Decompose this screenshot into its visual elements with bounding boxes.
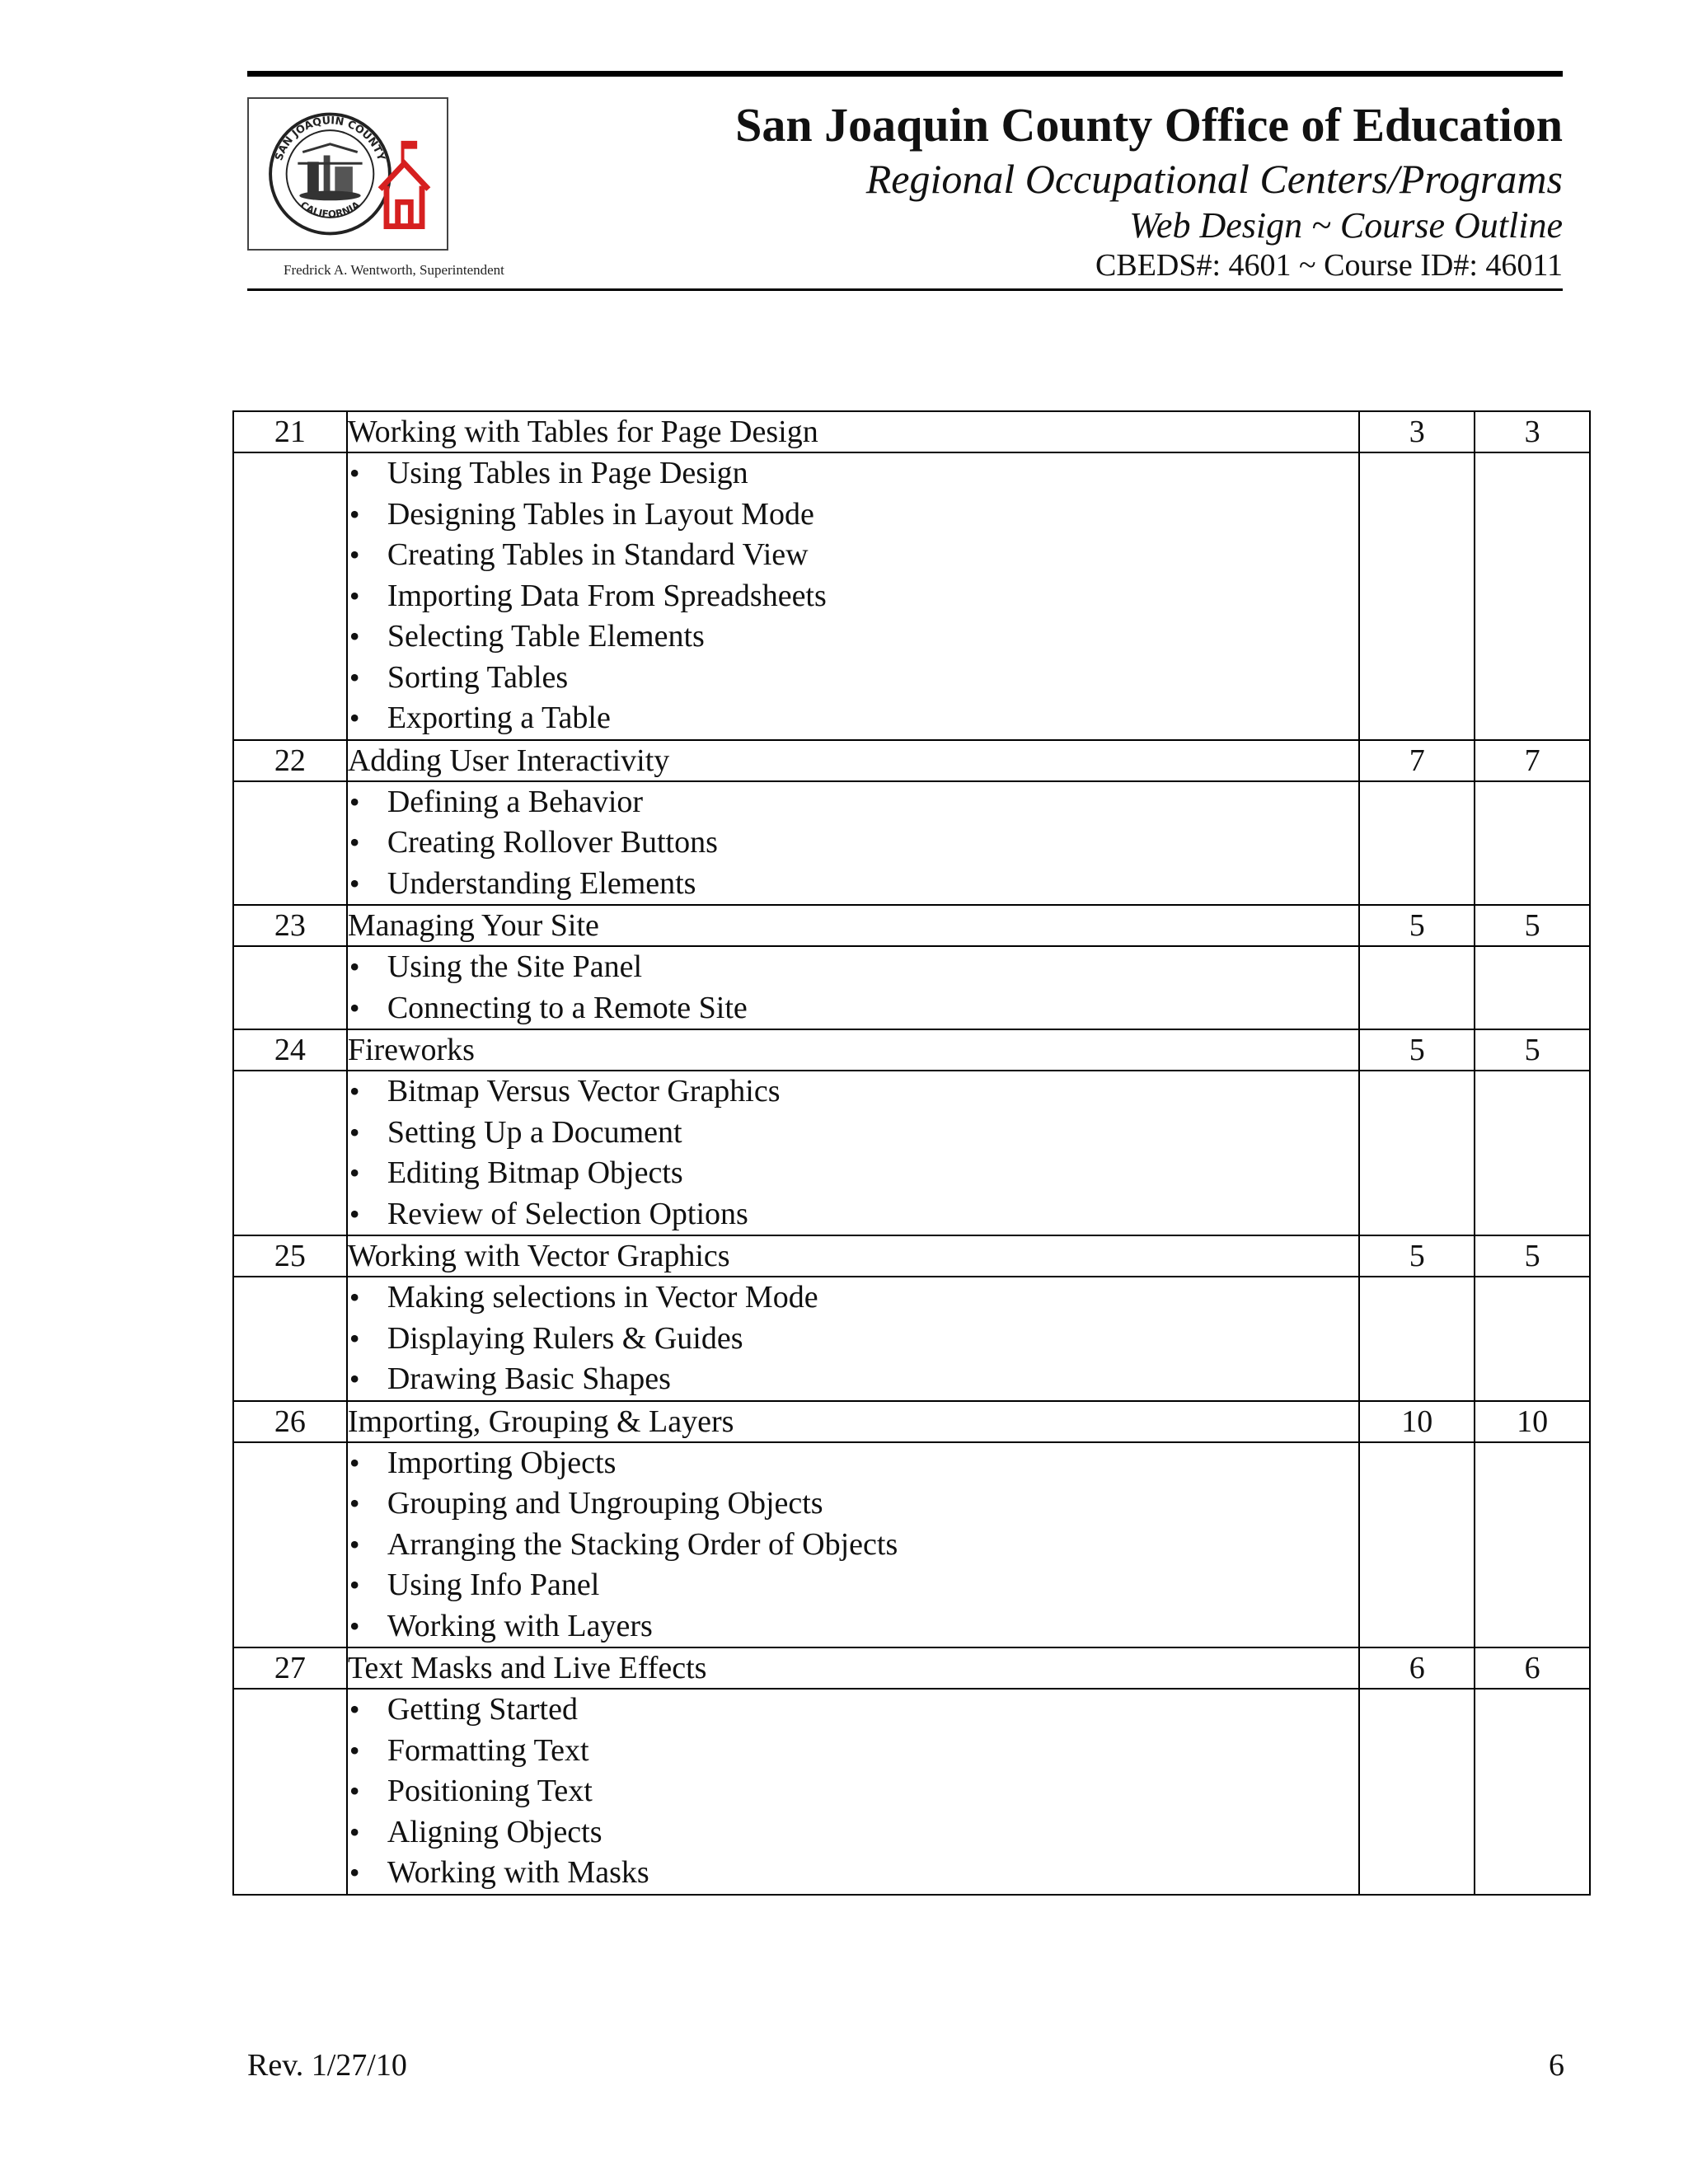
unit-subtopics-row — [233, 1689, 1590, 1895]
subtopic-item: • Creating Tables in Standard View — [348, 535, 1358, 576]
subtopic-cell — [347, 1689, 1359, 1895]
unit-hours-2: 5 — [1475, 1235, 1590, 1277]
empty-hours-cell-2 — [1475, 781, 1590, 906]
empty-hours-cell-2 — [1475, 1689, 1590, 1895]
county-seal-logo — [247, 97, 448, 251]
subtopic-item: • Positioning Text — [348, 1771, 1358, 1812]
subtopic-item: • Understanding Elements — [348, 864, 1358, 905]
subtopic-item: • Displaying Rulers & Guides — [348, 1319, 1358, 1360]
unit-number: 26 — [233, 1401, 347, 1442]
unit-hours-1: 5 — [1359, 1235, 1475, 1277]
subtopic-item: • Editing Bitmap Objects — [348, 1153, 1358, 1194]
unit-row — [233, 1029, 1590, 1071]
subtopic-item: • Formatting Text — [348, 1731, 1358, 1772]
svg-text:CALIFORNIA: CALIFORNIA — [298, 199, 363, 220]
unit-subtopics-row — [233, 1071, 1590, 1235]
empty-number-cell — [233, 1689, 347, 1895]
empty-hours-cell-2 — [1475, 1071, 1590, 1235]
program-name: Regional Occupational Centers/Programs — [865, 156, 1563, 202]
unit-title: Adding User Interactivity — [347, 740, 1359, 781]
unit-subtopics-row — [233, 452, 1590, 740]
subtopic-item: • Bitmap Versus Vector Graphics — [348, 1071, 1358, 1113]
subtopic-item: • Aligning Objects — [348, 1812, 1358, 1854]
subtopic-list — [348, 1277, 1358, 1400]
course-ids: CBEDS#: 4601 ~ Course ID#: 46011 — [1095, 248, 1563, 283]
empty-number-cell — [233, 1442, 347, 1648]
empty-hours-cell-1 — [1359, 1689, 1475, 1895]
empty-hours-cell-1 — [1359, 1071, 1475, 1235]
unit-row — [233, 740, 1590, 781]
subtopic-item: • Using Tables in Page Design — [348, 453, 1358, 494]
unit-subtopics-row — [233, 781, 1590, 906]
unit-row — [233, 1401, 1590, 1442]
subtopic-list — [348, 453, 1358, 739]
subtopic-item: • Connecting to a Remote Site — [348, 988, 1358, 1029]
subtopic-item: • Creating Rollover Buttons — [348, 823, 1358, 864]
course-outline-table — [232, 410, 1591, 1896]
subtopic-item: • Exporting a Table — [348, 698, 1358, 739]
empty-number-cell — [233, 1071, 347, 1235]
organization-name: San Joaquin County Office of Education — [735, 98, 1563, 152]
unit-hours-2: 5 — [1475, 1029, 1590, 1071]
unit-hours-2: 5 — [1475, 905, 1590, 946]
unit-title: Working with Vector Graphics — [347, 1235, 1359, 1277]
empty-number-cell — [233, 1277, 347, 1401]
unit-row — [233, 905, 1590, 946]
unit-number: 21 — [233, 411, 347, 452]
subtopic-item: • Arranging the Stacking Order of Objects — [348, 1525, 1358, 1566]
svg-text:SAN JOAQUIN COUNTY: SAN JOAQUIN COUNTY — [272, 114, 388, 162]
subtopic-cell — [347, 1442, 1359, 1648]
unit-hours-1: 10 — [1359, 1401, 1475, 1442]
subtopic-item: • Working with Masks — [348, 1853, 1358, 1894]
empty-hours-cell-2 — [1475, 946, 1590, 1029]
header-top-rule — [247, 71, 1563, 77]
empty-hours-cell-1 — [1359, 781, 1475, 906]
unit-number: 22 — [233, 740, 347, 781]
subtopic-cell — [347, 452, 1359, 740]
unit-hours-1: 6 — [1359, 1647, 1475, 1689]
unit-number: 25 — [233, 1235, 347, 1277]
subtopic-cell — [347, 1277, 1359, 1401]
course-title: Web Design ~ Course Outline — [1129, 205, 1563, 246]
unit-hours-1: 5 — [1359, 1029, 1475, 1071]
subtopic-item: • Sorting Tables — [348, 658, 1358, 699]
subtopic-item: • Importing Data From Spreadsheets — [348, 576, 1358, 617]
unit-row — [233, 411, 1590, 452]
empty-hours-cell-2 — [1475, 452, 1590, 740]
subtopic-cell — [347, 781, 1359, 906]
empty-number-cell — [233, 781, 347, 906]
unit-hours-1: 5 — [1359, 905, 1475, 946]
unit-subtopics-row — [233, 946, 1590, 1029]
subtopic-item: • Review of Selection Options — [348, 1194, 1358, 1235]
outline-body — [233, 411, 1590, 1895]
revision-date: Rev. 1/27/10 — [247, 2048, 407, 2083]
subtopic-list — [348, 1690, 1358, 1894]
empty-hours-cell-1 — [1359, 452, 1475, 740]
subtopic-item: • Using Info Panel — [348, 1565, 1358, 1606]
unit-number: 24 — [233, 1029, 347, 1071]
subtopic-item: • Defining a Behavior — [348, 782, 1358, 823]
subtopic-list — [348, 1443, 1358, 1647]
subtopic-item: • Getting Started — [348, 1690, 1358, 1731]
unit-hours-2: 7 — [1475, 740, 1590, 781]
subtopic-list — [348, 1071, 1358, 1235]
subtopic-cell — [347, 1071, 1359, 1235]
header-bottom-rule — [247, 288, 1563, 291]
unit-title: Managing Your Site — [347, 905, 1359, 946]
subtopic-item: • Grouping and Ungrouping Objects — [348, 1483, 1358, 1525]
unit-hours-2: 3 — [1475, 411, 1590, 452]
subtopic-list — [348, 947, 1358, 1029]
subtopic-item: • Making selections in Vector Mode — [348, 1277, 1358, 1319]
unit-hours-1: 7 — [1359, 740, 1475, 781]
empty-number-cell — [233, 452, 347, 740]
subtopic-item: • Selecting Table Elements — [348, 616, 1358, 658]
empty-hours-cell-2 — [1475, 1442, 1590, 1648]
unit-title: Working with Tables for Page Design — [347, 411, 1359, 452]
subtopic-cell — [347, 946, 1359, 1029]
subtopic-item: • Designing Tables in Layout Mode — [348, 494, 1358, 536]
subtopic-item: • Using the Site Panel — [348, 947, 1358, 988]
unit-subtopics-row — [233, 1277, 1590, 1401]
unit-title: Fireworks — [347, 1029, 1359, 1071]
unit-title: Text Masks and Live Effects — [347, 1647, 1359, 1689]
subtopic-item: • Setting Up a Document — [348, 1113, 1358, 1154]
unit-number: 27 — [233, 1647, 347, 1689]
empty-hours-cell-2 — [1475, 1277, 1590, 1401]
empty-number-cell — [233, 946, 347, 1029]
empty-hours-cell-1 — [1359, 1442, 1475, 1648]
page-number: 6 — [1549, 2048, 1564, 2083]
unit-hours-1: 3 — [1359, 411, 1475, 452]
unit-hours-2: 10 — [1475, 1401, 1590, 1442]
subtopic-item: • Working with Layers — [348, 1606, 1358, 1647]
empty-hours-cell-1 — [1359, 946, 1475, 1029]
unit-title: Importing, Grouping & Layers — [347, 1401, 1359, 1442]
unit-subtopics-row — [233, 1442, 1590, 1648]
county-seal-schoolhouse-icon — [249, 99, 447, 249]
empty-hours-cell-1 — [1359, 1277, 1475, 1401]
subtopic-item: • Importing Objects — [348, 1443, 1358, 1484]
unit-row — [233, 1235, 1590, 1277]
subtopic-item: • Drawing Basic Shapes — [348, 1359, 1358, 1400]
subtopic-list — [348, 782, 1358, 905]
superintendent-name: Fredrick A. Wentworth, Superintendent — [284, 262, 504, 278]
unit-row — [233, 1647, 1590, 1689]
unit-hours-2: 6 — [1475, 1647, 1590, 1689]
unit-number: 23 — [233, 905, 347, 946]
